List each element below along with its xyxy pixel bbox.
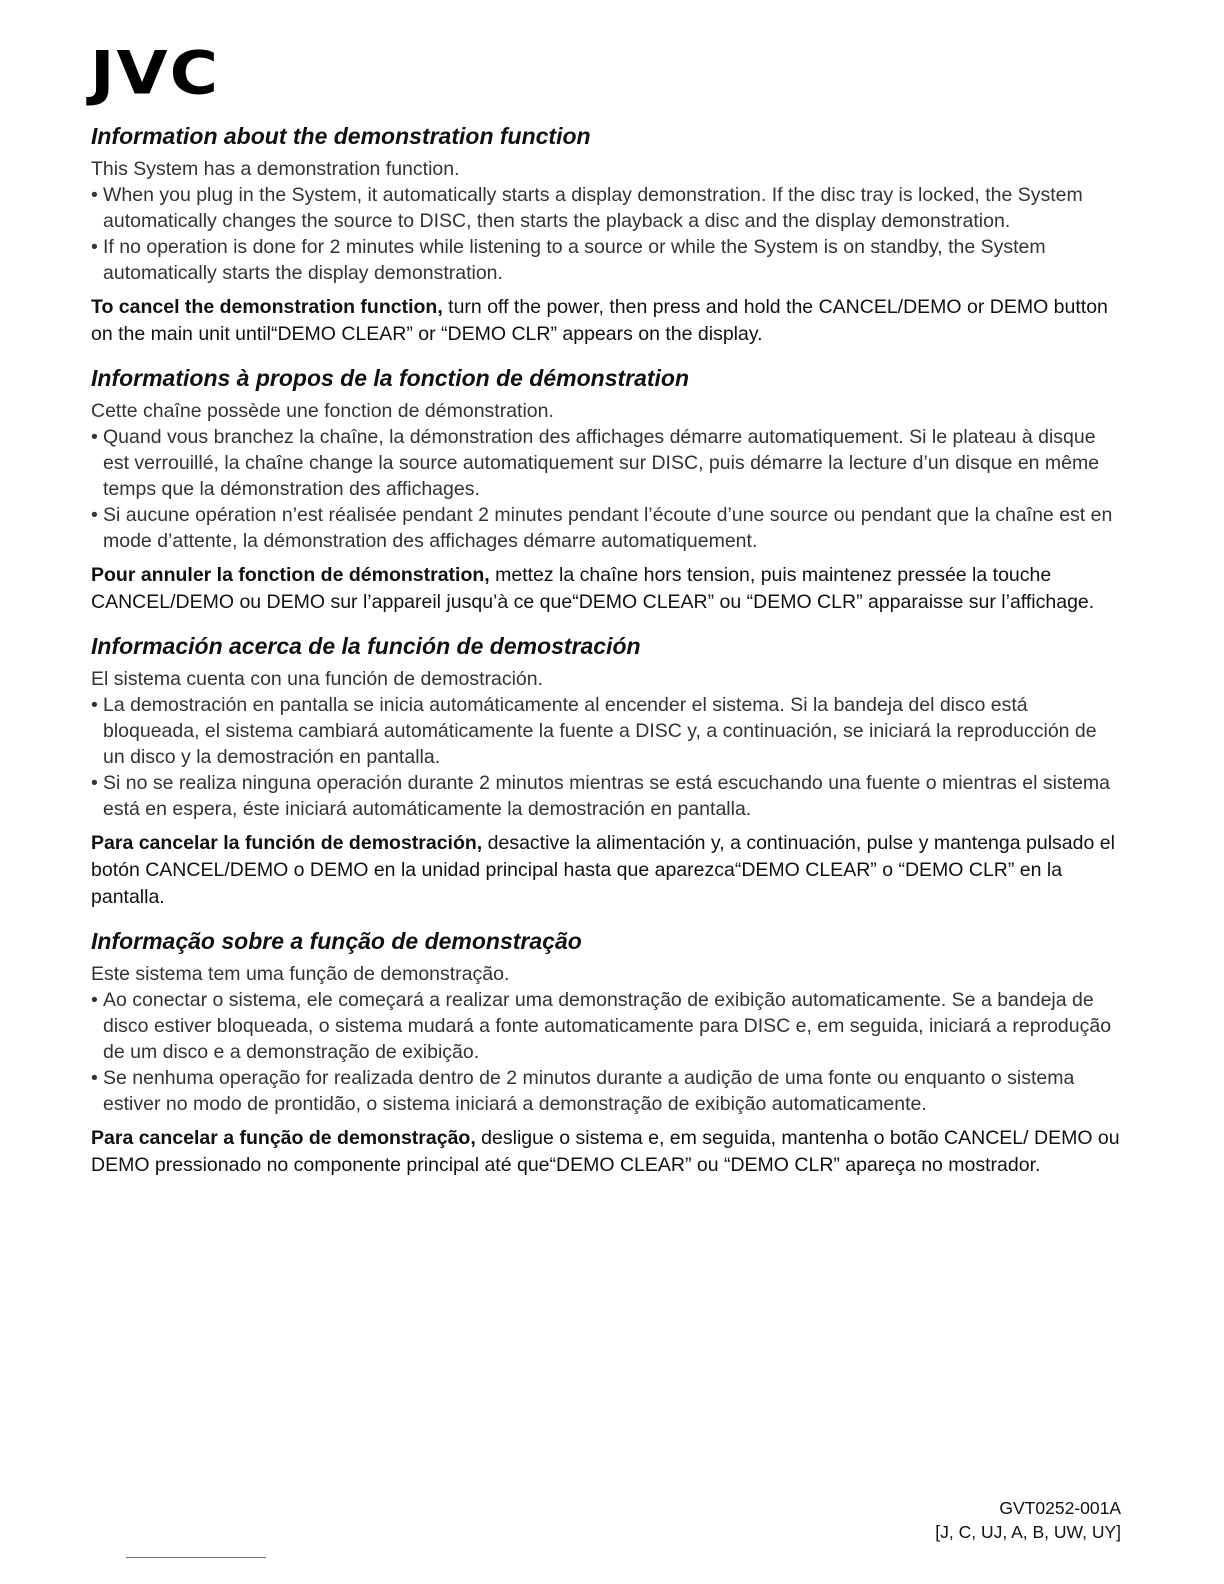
divider [126,1557,266,1558]
section-heading: Informations à propos de la fonction de démonstration [91,365,690,391]
section-french [91,362,1121,616]
list-item [91,502,1121,554]
bullet-text: Se nenhuma operação for realizada dentro de 2 minutos durante a audição de uma fonte ou enquanto o sistema estiver no modo de prontidão, o sistema iniciará a demonstração de exibição automaticamente. [103,1067,1075,1115]
bullet-text: Si aucune opération n’est réalisée pendant 2 minutes pendant l’écoute d’une source ou pendant que la chaîne est en mode d’attente, la démonstration des affichages démarre automatiquement. [103,504,1113,552]
list-item [91,234,1121,286]
bullet-icon: • [91,426,98,448]
document-footer [935,1496,1121,1544]
cancel-text: turn off the power, then press and hold the CANCEL/DEMO or DEMO button on the main unit until“DEMO CLEAR” or “DEMO CLR” appears on the display. [91,296,1108,345]
jvc-logo: JVC [90,38,221,108]
list-item [91,182,1121,234]
bullet-text: Si no se realiza ninguna operación durante 2 minutos mientras se está escuchando una fuente o mientras el sistema está en espera, éste iniciará automáticamente la demostración en pantalla. [103,772,1111,820]
bullet-icon: • [91,1067,98,1089]
cancel-lead: Pour annuler la fonction de démonstration, [91,564,490,586]
bullet-text: When you plug in the System, it automatically starts a display demonstration. If the disc tray is locked, the System automatically changes the source to DISC, then starts the playback a disc and the display demonstration. [103,184,1083,232]
section-intro: Este sistema tem uma função de demonstração. [91,963,510,985]
cancel-lead: Para cancelar la función de demostración, [91,832,483,854]
cancel-instructions [91,562,1121,616]
section-spanish [91,630,1121,911]
section-english [91,120,1121,348]
cancel-text: desligue o sistema e, em seguida, mantenha o botão CANCEL/ DEMO ou DEMO pressionado no componente principal até que“DEMO CLEAR” ou “DEMO CLR” apareça no mostrador. [91,1127,1120,1176]
section-intro: El sistema cuenta con una función de demostración. [91,668,544,690]
cancel-instructions [91,1125,1121,1179]
list-item [91,770,1121,822]
bullet-text: Quand vous branchez la chaîne, la démonstration des affichages démarre automatiquement. Si le plateau à disque est verrouillé, la chaîne change la source automatiquement sur DISC, puis démarre la lecture d’un disque en même temps que la démonstration des affichages. [103,426,1100,500]
bullet-text: If no operation is done for 2 minutes while listening to a source or while the System is on standby, the System automatically starts the display demonstration. [103,236,1046,284]
cancel-instructions [91,830,1121,911]
document-code: GVT0252-001A [999,1498,1121,1518]
cancel-lead: To cancel the demonstration function, [91,296,443,318]
bullet-icon: • [91,772,98,794]
list-item [91,692,1121,770]
bullet-icon: • [91,236,98,258]
region-codes: [J, C, UJ, A, B, UW, UY] [935,1522,1121,1542]
section-intro: Cette chaîne possède une fonction de démonstration. [91,400,554,422]
cancel-instructions [91,294,1121,348]
bullet-text: La demostración en pantalla se inicia automáticamente al encender el sistema. Si la bandeja del disco está bloqueada, el sistema cambiará automáticamente la fuente a DISC y, a continuación, se iniciará la reproducción de un disco y la demostración en pantalla. [103,694,1097,768]
list-item [91,424,1121,502]
cancel-text: desactive la alimentación y, a continuación, pulse y mantenga pulsado el botón CANCEL/DEMO o DEMO en la unidad principal hasta que aparezca“DEMO CLEAR” o “DEMO CLR” en la pantalla. [91,832,1115,908]
section-intro: This System has a demonstration function. [91,158,460,180]
bullet-icon: • [91,184,98,206]
section-heading: Information about the demonstration function [91,123,591,149]
cancel-text: mettez la chaîne hors tension, puis maintenez pressée la touche CANCEL/DEMO ou DEMO sur l’appareil jusqu’à ce que“DEMO CLEAR” ou “DEMO CLR” apparaisse sur l’affichage. [91,564,1095,613]
bullet-icon: • [91,989,98,1011]
bullet-icon: • [91,504,98,526]
list-item [91,987,1121,1065]
section-heading: Informação sobre a função de demonstração [91,928,582,954]
cancel-lead: Para cancelar a função de demonstração, [91,1127,476,1149]
list-item [91,1065,1121,1117]
bullet-text: Ao conectar o sistema, ele começará a realizar uma demonstração de exibição automaticamente. Se a bandeja de disco estiver bloqueada, o sistema mudará a fonte automaticamente para DISC e, em seguida, iniciará a reprodução de um disco e a demonstração de exibição. [103,989,1112,1063]
section-portuguese [91,925,1121,1179]
document-body [91,120,1121,1193]
section-heading: Información acerca de la función de demostración [91,633,641,659]
bullet-icon: • [91,694,98,716]
